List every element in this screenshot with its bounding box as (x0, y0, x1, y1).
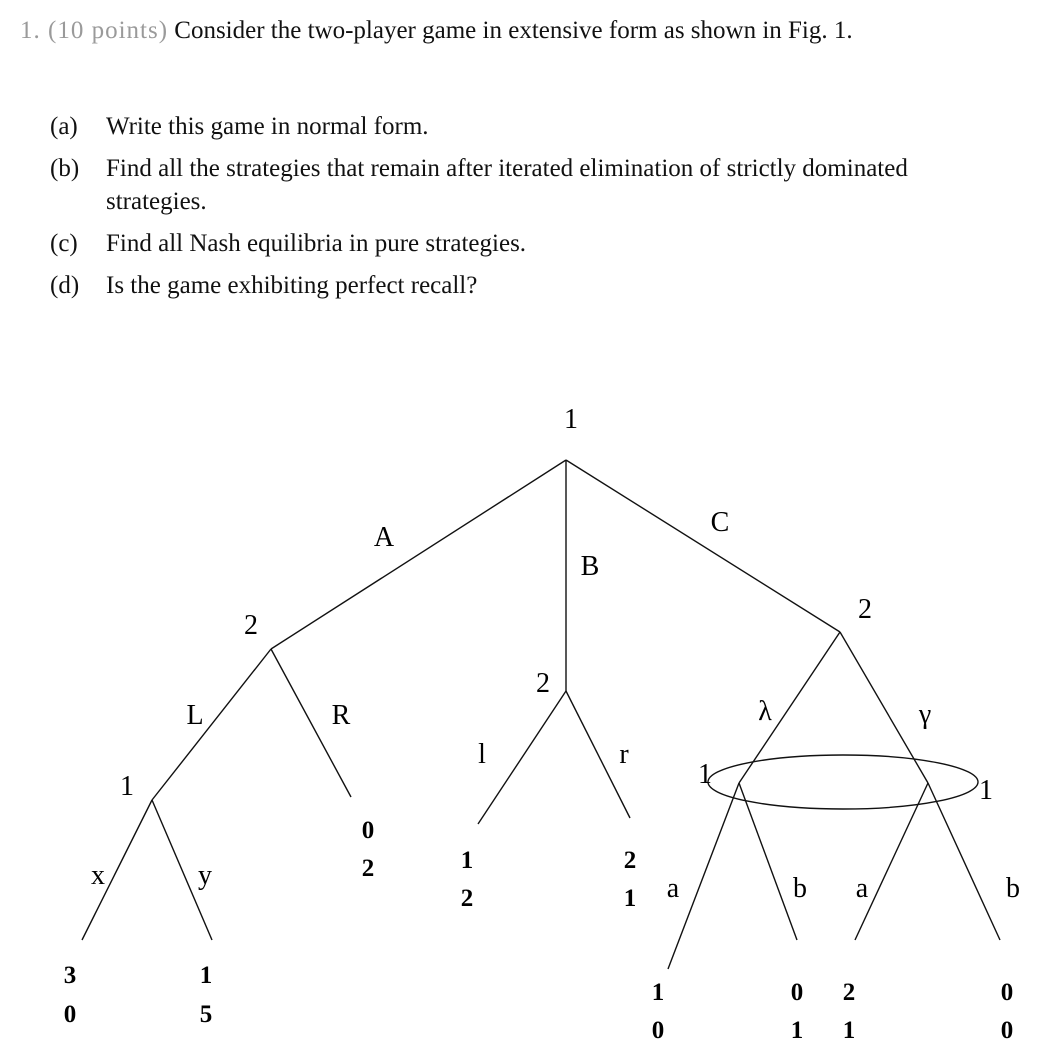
problem-number: 1. (10 points) (20, 17, 169, 44)
action-label-B: B (580, 551, 600, 582)
payoff-Lx (64, 962, 77, 1028)
action-label-l: l (478, 739, 486, 770)
edge-b-right (928, 783, 1000, 940)
action-label-C: C (710, 507, 730, 538)
player-label-after-L: 1 (120, 771, 134, 802)
action-label-lambda: λ (758, 696, 772, 727)
action-label-a-left: a (666, 873, 680, 904)
payoff-lambda-a (652, 979, 665, 1044)
payoff-p1: 1 (651, 979, 665, 1006)
player-label-info-set-left: 1 (698, 759, 712, 790)
payoff-p2: 0 (1000, 1017, 1014, 1044)
payoff-gamma-b (1001, 979, 1014, 1044)
payoff-p1: 2 (623, 847, 637, 874)
player-label-after-A: 2 (244, 610, 258, 641)
action-label-a-right: a (855, 873, 869, 904)
payoff-p1: 3 (63, 962, 77, 989)
subquestion-label: (c) (50, 230, 78, 257)
subquestion-text: Find all Nash equilibria in pure strategies. (106, 230, 527, 257)
action-label-L: L (186, 700, 204, 731)
payoff-p1: 0 (1000, 979, 1014, 1006)
payoff-R (362, 817, 375, 882)
payoff-p2: 0 (651, 1017, 665, 1044)
edge-A (271, 460, 566, 649)
action-label-y: y (198, 860, 212, 891)
payoff-p2: 1 (842, 1017, 856, 1044)
payoff-p2: 0 (63, 1001, 77, 1028)
subquestion-text: Write this game in normal form. (106, 113, 429, 140)
action-label-b-right: b (1006, 873, 1020, 904)
action-label-r: r (619, 739, 629, 770)
action-label-x: x (91, 860, 105, 891)
payoff-gamma-a (843, 979, 856, 1044)
problem-intro-text: Consider the two-player game in extensive form as shown in Fig. 1. (174, 17, 853, 44)
payoff-p1: 2 (842, 979, 856, 1006)
payoff-p2: 2 (361, 855, 375, 882)
payoff-p2: 1 (623, 885, 637, 912)
payoff-p2: 2 (460, 885, 474, 912)
edge-C (566, 460, 840, 632)
payoff-p1: 1 (460, 847, 474, 874)
payoff-p1: 0 (361, 817, 375, 844)
payoff-p2: 1 (790, 1017, 804, 1044)
action-label-gamma: γ (918, 699, 932, 730)
player-label-after-B: 2 (536, 668, 550, 699)
player-label-after-C: 2 (858, 594, 872, 625)
subquestion-label: (a) (50, 113, 78, 140)
subquestion-label: (d) (50, 272, 80, 299)
subquestion-text: Is the game exhibiting perfect recall? (106, 272, 478, 299)
edge-lambda (739, 632, 840, 783)
edge-l (478, 691, 566, 824)
payoff-lambda-b (791, 979, 804, 1044)
edge-L (152, 649, 271, 800)
payoff-p2: 5 (199, 1001, 213, 1028)
subquestion-text: Find all the strategies that remain after iterated elimination of strictly dominated strategies. (106, 155, 908, 215)
action-label-R: R (331, 700, 351, 731)
payoff-p1: 1 (199, 962, 213, 989)
subquestion-label: (b) (50, 155, 80, 182)
payoff-Bl (461, 847, 474, 912)
player-label-root: 1 (564, 404, 578, 435)
edge-a-right (855, 783, 928, 940)
player-label-info-set-right: 1 (979, 775, 993, 806)
edge-gamma (840, 632, 928, 783)
payoff-Ly (200, 962, 213, 1028)
information-set-ellipse (708, 755, 978, 809)
action-label-A: A (373, 522, 395, 553)
payoff-p1: 0 (790, 979, 804, 1006)
payoff-Br (624, 847, 637, 912)
action-label-b-left: b (793, 873, 807, 904)
